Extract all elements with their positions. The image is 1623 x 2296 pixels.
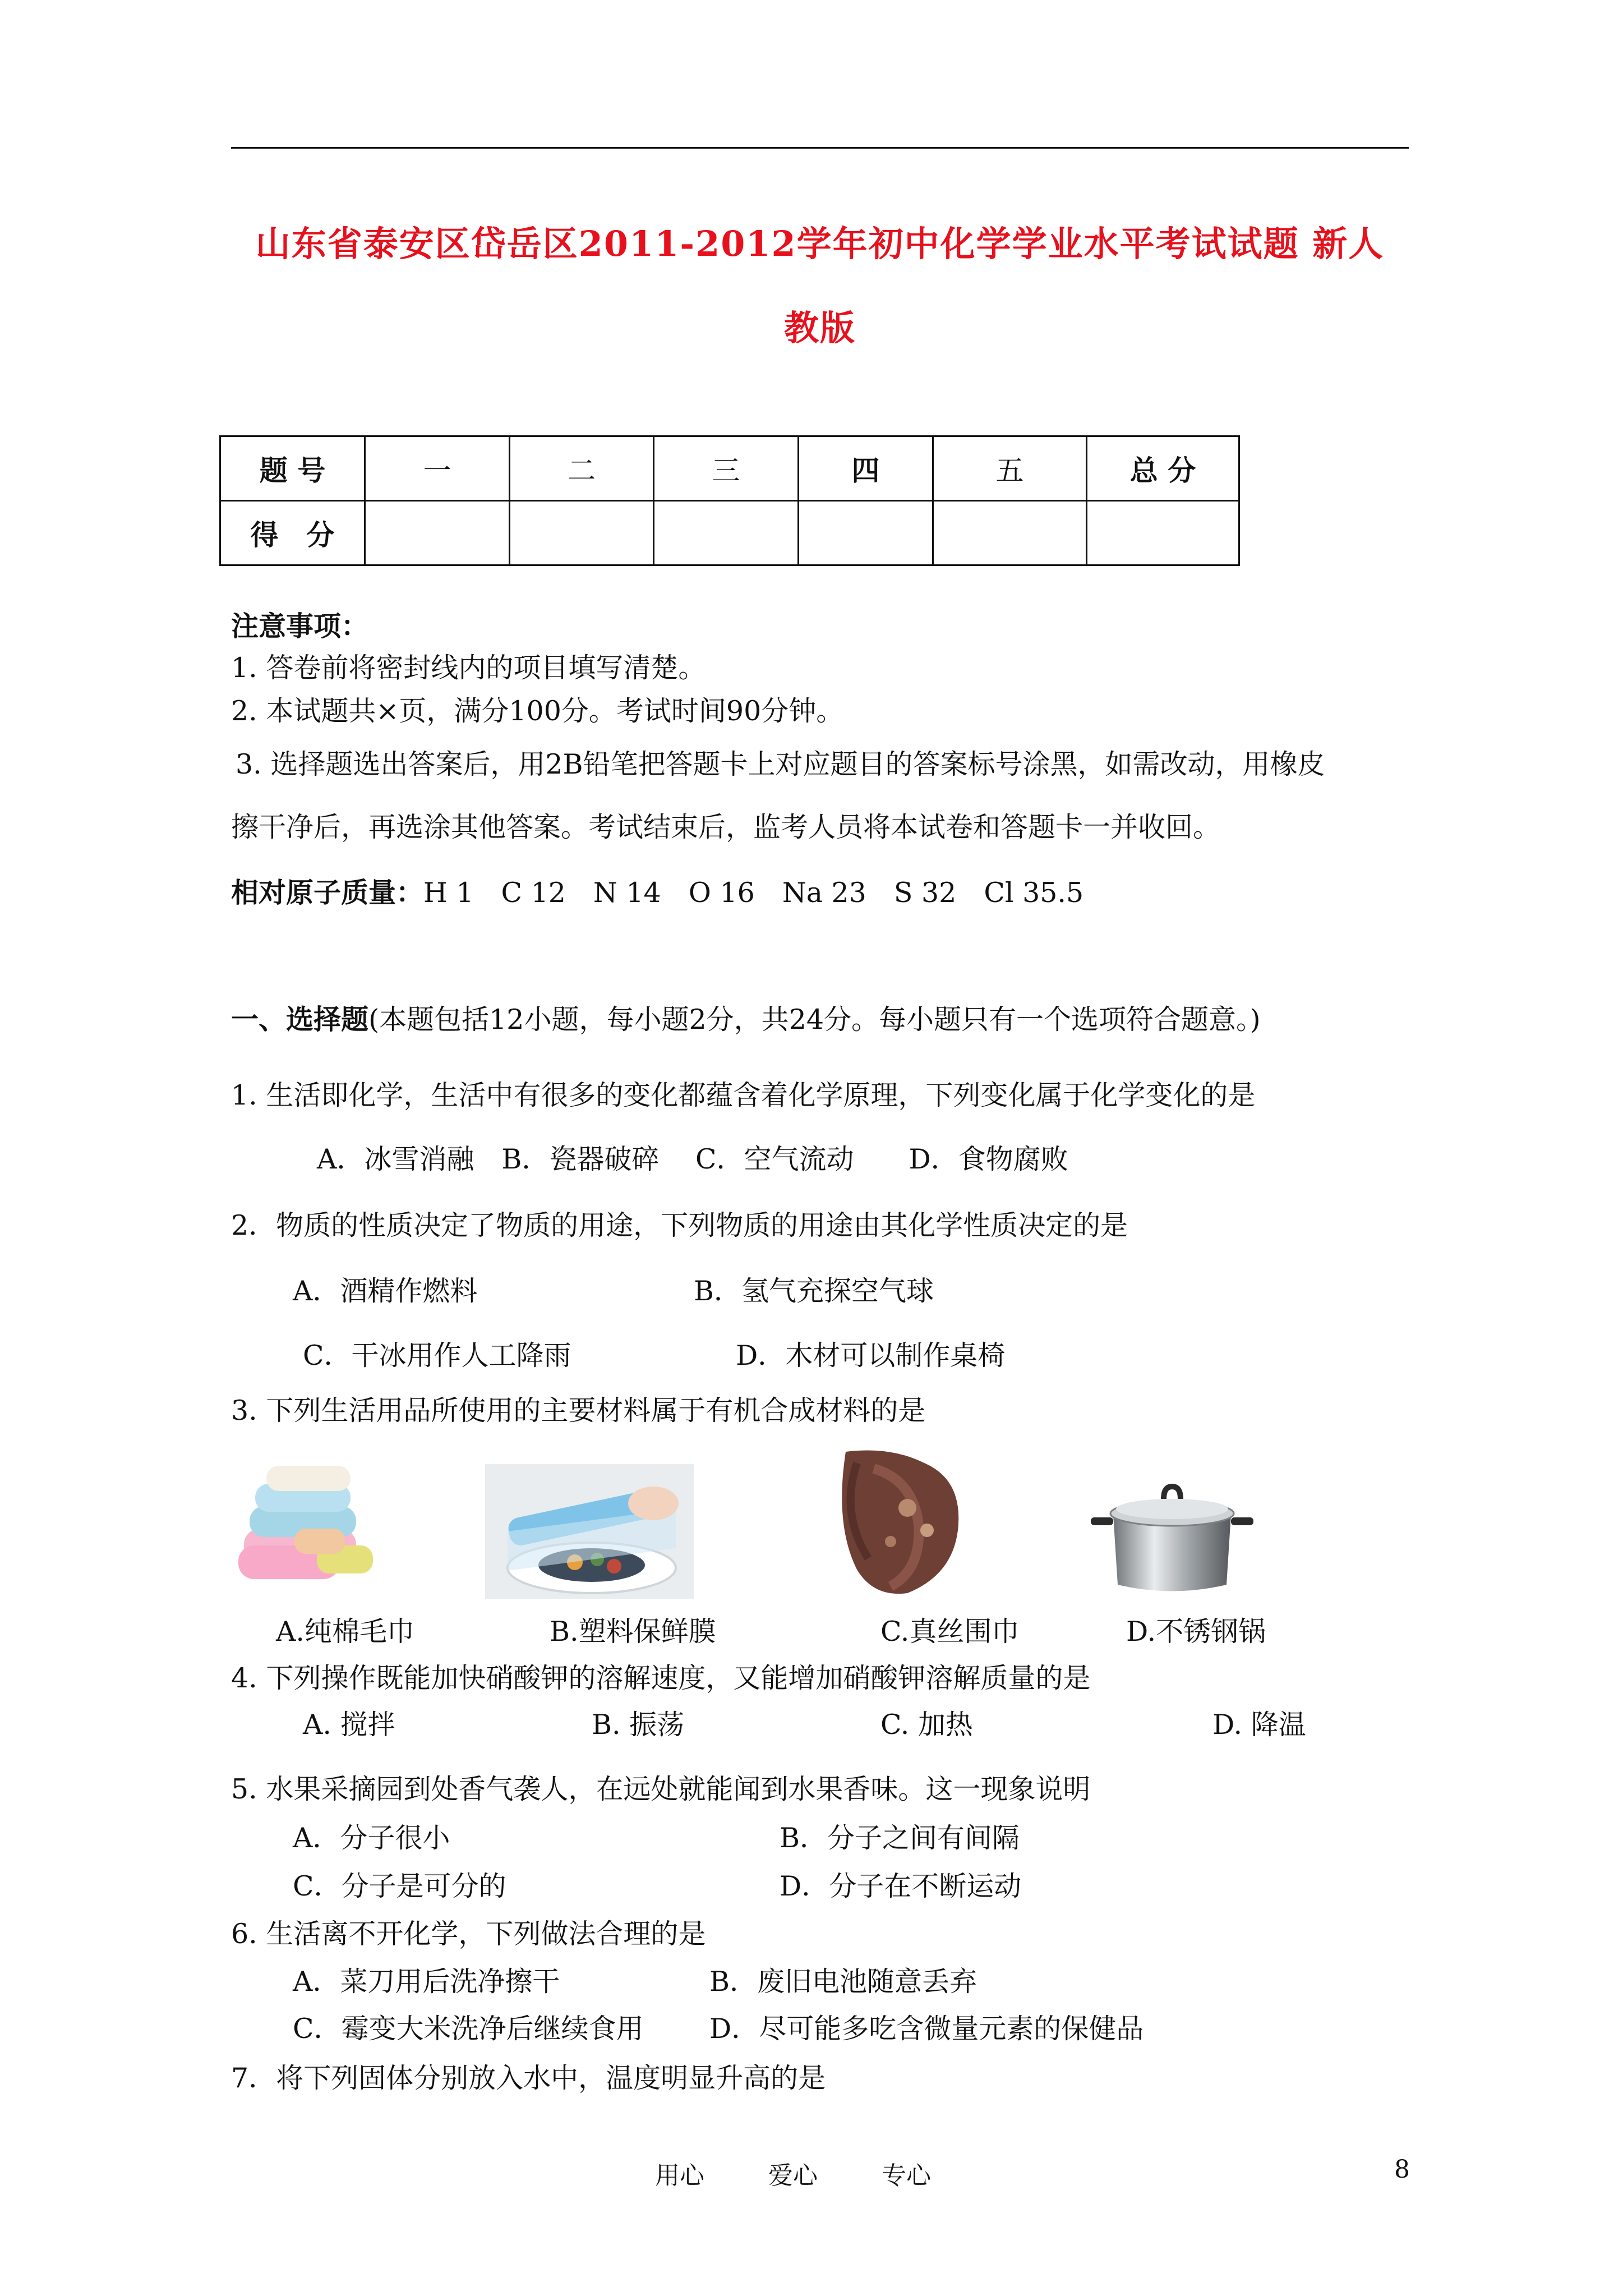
score-input-cell — [510, 501, 654, 565]
score-row-label: 得 分 — [220, 501, 365, 565]
question-6-option-c: C．霉变大米洗净后继续食用 — [293, 2013, 644, 2045]
question-1-stem: 1. 生活即化学，生活中有很多的变化都蕴含着化学原理，下列变化属于化学变化的是 — [231, 1079, 1256, 1111]
question-2-option-d: D．木材可以制作桌椅 — [736, 1340, 1006, 1372]
question-2-option-c: C．干冰用作人工降雨 — [303, 1340, 571, 1372]
notes-heading: 注意事项： — [231, 610, 369, 642]
plastic-wrap-image — [485, 1464, 694, 1599]
question-3-caption-d: D.不锈钢锅 — [1126, 1616, 1266, 1648]
score-header-cell: 总 分 — [1087, 436, 1239, 501]
question-4-stem: 4. 下列操作既能加快硝酸钾的溶解速度，又能增加硝酸钾溶解质量的是 — [231, 1662, 1091, 1694]
section-heading — [231, 1003, 1261, 1036]
note-item: 1. 答卷前将密封线内的项目填写清楚。 — [231, 652, 706, 684]
atomic-mass-label: 相对原子质量： — [231, 876, 424, 909]
question-1-options: A．冰雪消融 B．瓷器破碎 C．空气流动 D．食物腐败 — [317, 1143, 1068, 1175]
question-6-option-d: D．尽可能多吃含微量元素的保健品 — [709, 2013, 1144, 2045]
score-input-cell — [365, 501, 510, 565]
section-heading-title: 一、选择题 — [231, 1003, 369, 1036]
page-title-line-2: 教版 — [783, 307, 856, 348]
question-4-option-d: D. 降温 — [1212, 1709, 1306, 1741]
score-header-cell: 二 — [510, 436, 654, 501]
score-header-cell: 四 — [799, 436, 933, 501]
score-input-cell — [799, 501, 933, 565]
score-header-cell: 三 — [654, 436, 799, 501]
question-4-option-c: C. 加热 — [880, 1709, 973, 1741]
question-5-option-c: C．分子是可分的 — [293, 1870, 506, 1902]
atomic-mass-values: H 1 C 12 N 14 O 16 Na 23 S 32 Cl 35.5 — [423, 877, 1084, 909]
score-header-cell: 题 号 — [220, 436, 365, 501]
score-table-header-row — [220, 436, 1239, 501]
question-3-caption-b: B.塑料保鲜膜 — [550, 1616, 716, 1648]
question-6-stem: 6. 生活离不开化学，下列做法合理的是 — [231, 1918, 706, 1950]
question-5-option-d: D．分子在不断运动 — [780, 1870, 1022, 1902]
question-7-stem: 7．将下列固体分别放入水中，温度明显升高的是 — [231, 2062, 826, 2094]
question-6-option-b: B．废旧电池随意丢弃 — [709, 1966, 978, 1998]
score-table — [219, 435, 1240, 566]
score-table-score-row — [220, 501, 1239, 565]
header-rule — [231, 147, 1409, 149]
question-4-option-a: A. 搅拌 — [303, 1709, 395, 1741]
score-input-cell — [654, 501, 799, 565]
question-4-option-b: B. 振荡 — [592, 1709, 685, 1741]
question-5-stem: 5. 水果采摘园到处香气袭人，在远处就能闻到水果香味。这一现象说明 — [231, 1773, 1091, 1805]
note-item: 3. 选择题选出答案后，用2B铅笔把答题卡上对应题目的答案标号涂黑，如需改动，用橡皮 — [236, 748, 1325, 780]
atomic-mass-line — [231, 876, 1084, 909]
section-heading-instructions: (本题包括12小题，每小题2分，共24分。每小题只有一个选项符合题意。) — [368, 1004, 1261, 1036]
steel-pot-image — [1080, 1464, 1265, 1599]
footer-motto-2: 爱心 — [768, 2161, 818, 2190]
note-item: 擦干净后，再选涂其他答案。考试结束后，监考人员将本试卷和答题卡一并收回。 — [231, 811, 1221, 843]
towels-image — [233, 1461, 379, 1590]
score-header-cell: 五 — [933, 436, 1087, 501]
score-header-cell: 一 — [365, 436, 510, 501]
silk-scarf-image — [823, 1446, 976, 1598]
question-2-option-a: A．酒精作燃料 — [293, 1275, 478, 1307]
footer-motto-3: 专心 — [882, 2161, 931, 2190]
score-input-cell — [1087, 501, 1239, 565]
note-item: 2. 本试题共×页，满分100分。考试时间90分钟。 — [231, 695, 844, 727]
score-input-cell — [933, 501, 1087, 565]
question-5-option-b: B．分子之间有间隔 — [780, 1822, 1020, 1854]
question-5-option-a: A．分子很小 — [293, 1822, 450, 1854]
page-number: 8 — [1394, 2155, 1410, 2184]
question-6-option-a: A．菜刀用后洗净擦干 — [293, 1966, 560, 1998]
question-3-caption-a: A.纯棉毛巾 — [276, 1616, 414, 1648]
page-title-line-1: 山东省泰安区岱岳区2011-2012学年初中化学学业水平考试试题 新人 — [255, 223, 1385, 264]
question-2-option-b: B．氢气充探空气球 — [694, 1275, 934, 1307]
question-3-stem: 3. 下列生活用品所使用的主要材料属于有机合成材料的是 — [231, 1395, 926, 1427]
question-3-caption-c: C.真丝围巾 — [880, 1616, 1020, 1648]
footer-motto-1: 用心 — [655, 2161, 704, 2190]
question-2-stem: 2．物质的性质决定了物质的用途，下列物质的用途由其化学性质决定的是 — [231, 1209, 1128, 1241]
